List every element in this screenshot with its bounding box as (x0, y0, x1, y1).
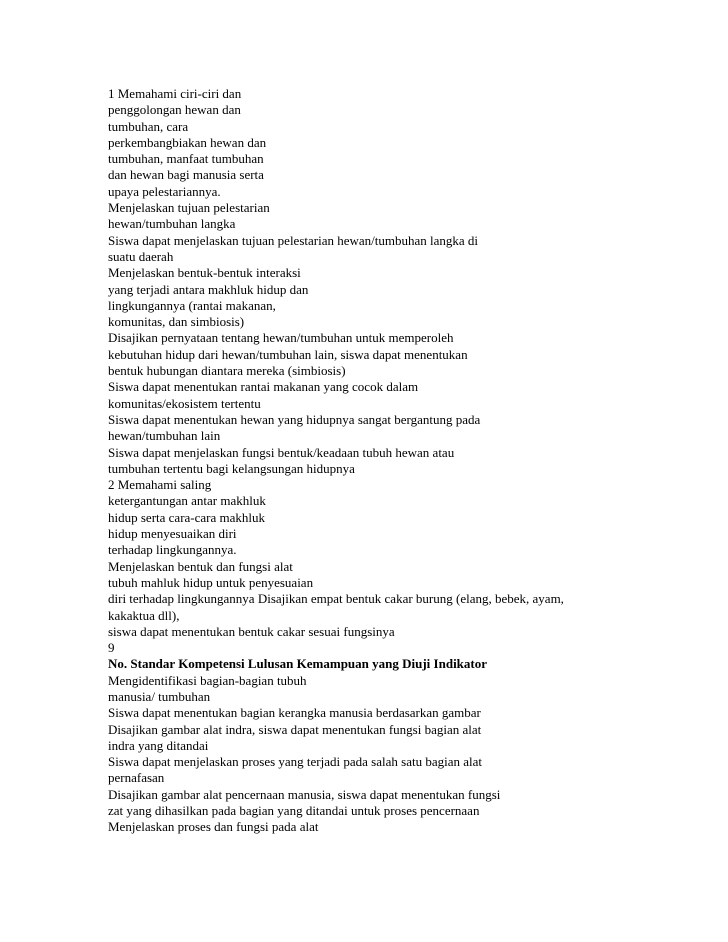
text-line: indra yang ditandai (108, 737, 209, 753)
text-line: Siswa dapat menjelaskan proses yang terjadi pada salah satu bagian alat (108, 754, 482, 770)
text-line: upaya pelestariannya. (108, 183, 221, 199)
text-line: tubuh mahluk hidup untuk penyesuaian (108, 574, 314, 590)
text-line: bentuk hubungan diantara mereka (simbiosis) (108, 363, 346, 379)
text-line: hewan/tumbuhan langka (108, 216, 236, 232)
text-line: tumbuhan, cara (108, 118, 189, 134)
text-line: Mengidentifikasi bagian-bagian tubuh (108, 672, 307, 688)
text-line: suatu daerah (108, 248, 174, 264)
text-line: kebutuhan hidup dari hewan/tumbuhan lain, siswa dapat menentukan (108, 346, 468, 362)
text-line: 1 Memahami ciri-ciri dan (108, 86, 242, 101)
text-line: Siswa dapat menentukan rantai makanan yang cocok dalam (108, 379, 419, 395)
text-line: 2 Memahami saling (108, 477, 212, 493)
text-line: yang terjadi antara makhluk hidup dan (108, 281, 309, 297)
text-line: hewan/tumbuhan lain (108, 428, 221, 444)
text-line: dan hewan bagi manusia serta (108, 167, 264, 183)
text-line: komunitas/ekosistem tertentu (108, 395, 261, 411)
text-line: kakaktua dll), (108, 607, 180, 623)
text-line: pernafasan (108, 770, 165, 786)
text-line: tumbuhan, manfaat tumbuhan (108, 151, 264, 167)
text-line: zat yang dihasilkan pada bagian yang ditandai untuk proses pencernaan (108, 803, 480, 819)
text-line: Siswa dapat menjelaskan tujuan pelestarian hewan/tumbuhan langka di (108, 232, 479, 248)
text-line: diri terhadap lingkungannya Disajikan empat bentuk cakar burung (elang, bebek, ayam, (108, 591, 564, 607)
text-line: lingkungannya (rantai makanan, (108, 297, 276, 313)
text-line: Menjelaskan bentuk-bentuk interaksi (108, 265, 301, 281)
text-line: hidup menyesuaikan diri (108, 526, 237, 542)
text-line: Disajikan gambar alat indra, siswa dapat menentukan fungsi bagian alat (108, 721, 482, 737)
text-line: Siswa dapat menjelaskan fungsi bentuk/keadaan tubuh hewan atau (108, 444, 455, 460)
text-line: Menjelaskan tujuan pelestarian (108, 200, 270, 216)
text-line: penggolongan hewan dan (108, 102, 241, 118)
text-line: 9 (108, 640, 115, 656)
text-line: terhadap lingkungannya. (108, 542, 237, 558)
text-line: Siswa dapat menentukan hewan yang hidupnya sangat bergantung pada (108, 411, 481, 427)
text-line: hidup serta cara-cara makhluk (108, 509, 266, 525)
text-line: tumbuhan tertentu bagi kelangsungan hidupnya (108, 460, 355, 476)
text-line: Menjelaskan bentuk dan fungsi alat (108, 558, 293, 574)
table-header-line: No. Standar Kompetensi Lulusan Kemampuan yang Diuji Indikator (108, 656, 488, 672)
text-line: Menjelaskan proses dan fungsi pada alat (108, 819, 319, 835)
text-line: Siswa dapat menentukan bagian kerangka manusia berdasarkan gambar (108, 705, 481, 721)
text-line: perkembangbiakan hewan dan (108, 134, 267, 150)
text-line: Disajikan pernyataan tentang hewan/tumbuhan untuk memperoleh (108, 330, 454, 346)
text-line: komunitas, dan simbiosis) (108, 314, 245, 330)
document-text (108, 86, 708, 836)
text-line: siswa dapat menentukan bentuk cakar sesuai fungsinya (108, 623, 395, 639)
text-line: ketergantungan antar makhluk (108, 493, 266, 509)
text-line: manusia/ tumbuhan (108, 688, 211, 704)
text-line: Disajikan gambar alat pencernaan manusia, siswa dapat menentukan fungsi (108, 786, 501, 802)
